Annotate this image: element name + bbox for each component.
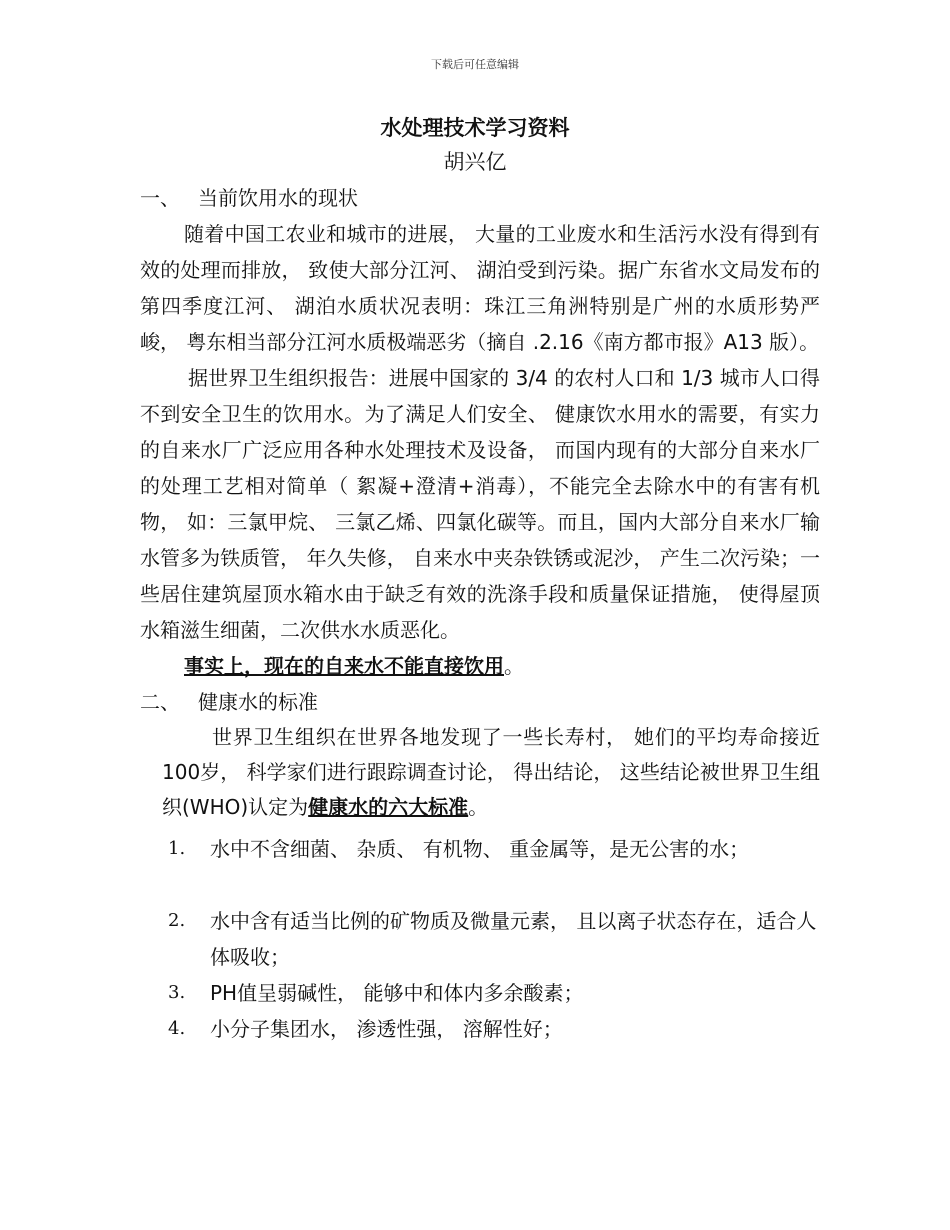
list-item-text: 小分子集团水， 渗透性强， 溶解性好； [210,1017,563,1041]
conclusion-end: 。 [504,654,524,678]
section-2-title: 健康水的标准 [198,690,318,714]
list-item-number: 3. [168,982,186,1003]
list-item-number: 1. [168,838,186,859]
list-item [140,831,820,867]
section-1-paragraph-1: 随着中国工农业和城市的进展， 大量的工业废水和生活污水没有得到有效的处理而排放， 致使大部分江河、 湖泊受到污染。据广东省水文局发布的 第四季度江河、 湖泊水质状况表明：珠江三角洲特别是广州的水质形势严峻， 粤东相当部分江河水质极端恶劣（摘自 .2.16《南方都市报》A13 版）。 [140,222,820,354]
section-1-title: 当前饮用水的现状 [198,186,358,210]
standards-list [140,831,820,1047]
list-gap [140,867,820,903]
section-2-intro [162,720,820,825]
section-2-intro-text: 世界卫生组织在世界各地发现了一些长寿村， 她们的平均寿命接近100岁， 科学家们进行跟踪调查讨论， 得出结论， 这些结论被世界卫生组织(WHO)认定为 [162,725,820,819]
section-2-intro-end: 。 [468,795,489,819]
section-2-heading [140,684,820,720]
conclusion-emphasis: 事实上，现在的自来水不能直接饮用 [184,654,504,678]
six-standards-emphasis: 健康水的六大标准 [308,795,469,819]
section-1-heading [140,180,820,216]
document-title: 水处理技术学习资料 [380,116,570,140]
list-item-number: 2. [168,910,186,931]
list-item [140,1011,820,1047]
section-1-paragraph-2: 据世界卫生组织报告：进展中国家的 3/4 的农村人口和 1/3 城市人口得不到安全卫生的饮用水。为了满足人们安全、 健康饮水用水的需要，有实力的自来水厂广泛应用各种水处理技术及设备， 而国内现有的大部分自来水厂的处理工艺相对简单（ 絮凝+澄清+消毒），不能完全去除水中的有害有机物， 如：三氯甲烷、 三氯乙烯、四氯化碳等。而且，国内大部分自来水厂输水管多为铁质管， 年久失修， 自来水中夹杂铁锈或泥沙， 产生二次污染；一些居住建筑屋顶水箱水由于缺乏有效的洗涤手段和质量保证措施， 使得屋顶水箱滋生细菌，二次供水水质恶化。 [140,366,820,642]
list-item-text: 水中含有适当比例的矿物质及微量元素， 且以离子状态存在，适合人体吸收； [210,909,817,969]
section-2-number: 二、 [140,690,180,714]
document-author: 胡兴亿 [443,150,507,174]
header-note: 下载后可任意编辑 [431,58,519,71]
list-item [140,903,820,975]
list-item-text: 水中不含细菌、 杂质、 有机物、 重金属等，是无公害的水； [210,837,750,861]
document-body [140,180,820,1047]
list-item-text: PH值呈弱碱性， 能够中和体内多余酸素； [210,981,584,1005]
list-item [140,975,820,1011]
list-item-number: 4. [168,1018,186,1039]
section-1-conclusion [140,648,820,684]
section-1-number: 一、 [140,186,180,210]
